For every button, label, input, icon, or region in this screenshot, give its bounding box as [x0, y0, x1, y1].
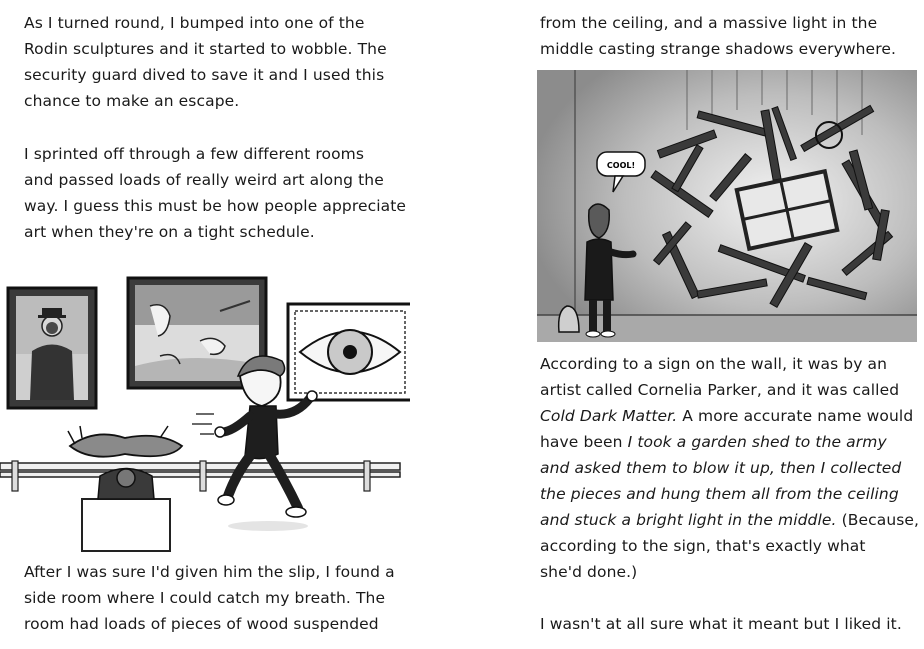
text-line: chance to make an escape. — [24, 92, 240, 110]
text-line: she'd done.) — [540, 563, 638, 581]
lobster-telephone-sculpture — [68, 426, 182, 551]
text-line: art when they're on a tight schedule. — [24, 223, 315, 241]
text-segment: have been — [540, 433, 628, 451]
right-paragraph-2 — [540, 351, 919, 585]
text-line: the pieces and hung them all from the ceiling — [540, 485, 899, 503]
text-line — [540, 429, 919, 455]
speech-bubble-text: COOL! — [606, 161, 636, 170]
gallery-running-illustration — [0, 256, 410, 552]
text-line: Rodin sculptures and it started to wobble. The — [24, 40, 387, 58]
gallery-rail — [0, 461, 400, 491]
text-line: and passed loads of really weird art along the — [24, 171, 384, 189]
text-line: After I was sure I'd given him the slip, I found a — [24, 563, 395, 581]
text-line: I wasn't at all sure what it meant but I liked it. — [540, 615, 902, 633]
left-paragraph-3 — [24, 559, 395, 637]
bowler-hat-painting — [8, 288, 96, 408]
text-line: way. I guess this must be how people appreciate — [24, 197, 407, 215]
cold-dark-matter-illustration — [537, 70, 917, 342]
text-line: side room where I could catch my breath. The — [24, 589, 386, 607]
text-line: security guard dived to save it and I used this — [24, 66, 385, 84]
text-line — [540, 507, 919, 533]
text-line: artist called Cornelia Parker, and it was called — [540, 381, 900, 399]
text-line: and asked them to blow it up, then I collected — [540, 459, 902, 477]
text-segment: A more accurate name would — [677, 407, 914, 425]
eye-painting — [288, 304, 410, 400]
right-paragraph-1 — [540, 10, 896, 62]
right-paragraph-3 — [540, 611, 902, 637]
artwork-title: Cold Dark Matter. — [540, 407, 678, 425]
text-line: I sprinted off through a few different rooms — [24, 145, 365, 163]
text-line: As I turned round, I bumped into one of the — [24, 14, 365, 32]
text-line: middle casting strange shadows everywhere. — [540, 40, 896, 58]
text-line: from the ceiling, and a massive light in the — [540, 14, 878, 32]
left-paragraph-1 — [24, 10, 387, 114]
text-segment: (Because, — [836, 511, 920, 529]
text-line: According to a sign on the wall, it was by an — [540, 355, 888, 373]
alternative-title: I took a garden shed to the army — [627, 433, 887, 451]
text-line — [540, 403, 919, 429]
text-segment: and stuck a bright light in the middle. — [540, 511, 837, 529]
text-line: according to the sign, that's exactly what — [540, 537, 866, 555]
right-page — [462, 0, 924, 649]
left-paragraph-2 — [24, 141, 406, 245]
text-line: room had loads of pieces of wood suspended — [24, 615, 379, 633]
